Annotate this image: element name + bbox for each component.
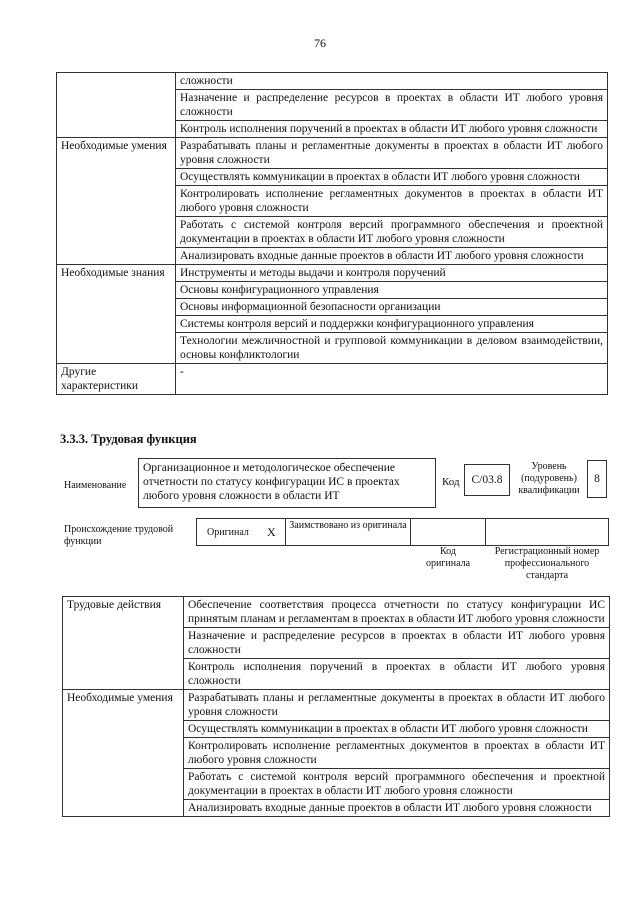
table-cell: Технологии межличностной и групповой коммуникации в деловом взаимодействии, основы конфликтологии bbox=[176, 333, 608, 364]
table-cell: Работать с системой контроля версий программного обеспечения и проектной документации в проектах в области ИТ любого уровня сложности bbox=[176, 217, 608, 248]
table-cell: Системы контроля версий и поддержки конфигурационного управления bbox=[176, 316, 608, 333]
table-cell: Контролировать исполнение регламентных документов в проектах в области ИТ любого уровня сложности bbox=[176, 186, 608, 217]
table-cell: Назначение и распределение ресурсов в проектах в области ИТ любого уровня сложности bbox=[184, 628, 610, 659]
table-cell: Назначение и распределение ресурсов в проектах в области ИТ любого уровня сложности bbox=[176, 90, 608, 121]
reg-number-cell bbox=[485, 518, 609, 546]
table-cell: - bbox=[176, 364, 608, 395]
level-label: Уровень (подуровень) квалификации bbox=[518, 461, 580, 496]
table-label-cell: Необходимые умения bbox=[63, 690, 184, 817]
table-cell: Инструменты и методы выдачи и контроля поручений bbox=[176, 265, 608, 282]
name-label: Наименование bbox=[64, 480, 127, 491]
table-label-cell: Необходимые знания bbox=[57, 265, 176, 364]
page-number: 76 bbox=[314, 36, 326, 50]
reg-number-caption: Регистрационный номер профессионального стандарта bbox=[494, 546, 600, 581]
function-name-box bbox=[138, 458, 436, 508]
code-label: Код bbox=[442, 476, 460, 488]
table-label-cell: Другие характеристики bbox=[57, 364, 176, 395]
original-mark: X bbox=[267, 525, 276, 539]
table-label-cell: Необходимые умения bbox=[57, 138, 176, 265]
table-cell: Разрабатывать планы и регламентные документы в проектах в области ИТ любого уровня сложности bbox=[184, 690, 610, 721]
original-label: Оригинал bbox=[207, 527, 249, 538]
code-original-caption: Код оригинала bbox=[425, 546, 471, 569]
table-functions bbox=[62, 596, 610, 817]
table-cell: Основы конфигурационного управления bbox=[176, 282, 608, 299]
table-cell: Работать с системой контроля версий программного обеспечения и проектной документации в проектах в области ИТ любого уровня сложности bbox=[184, 769, 610, 800]
table-cell: сложности bbox=[176, 73, 608, 90]
table-cell: Основы информационной безопасности организации bbox=[176, 299, 608, 316]
function-name: Организационное и методологическое обеспечение отчетности по статусу конфигурации ИС в проектах любого уровня сложности в области ИТ bbox=[143, 462, 400, 502]
code-box bbox=[464, 464, 510, 496]
table-cell: Осуществлять коммуникации в проектах в области ИТ любого уровня сложности bbox=[184, 721, 610, 738]
table-cell: Контроль исполнения поручений в проектах в области ИТ любого уровня сложности bbox=[176, 121, 608, 138]
code-original-cell bbox=[410, 518, 486, 546]
level-value: 8 bbox=[594, 473, 600, 485]
table-cell: Контролировать исполнение регламентных документов в проектах в области ИТ любого уровня сложности bbox=[184, 738, 610, 769]
borrowed-label: Заимствовано из оригинала bbox=[289, 520, 407, 531]
section-title: 3.3.3. Трудовая функция bbox=[60, 432, 197, 446]
original-cell bbox=[196, 518, 286, 546]
table-cell: Анализировать входные данные проектов в области ИТ любого уровня сложности bbox=[176, 248, 608, 265]
borrowed-cell bbox=[285, 518, 411, 546]
table-continuation bbox=[56, 72, 608, 395]
table-cell: Контроль исполнения поручений в проектах в области ИТ любого уровня сложности bbox=[184, 659, 610, 690]
table-cell: Осуществлять коммуникации в проектах в области ИТ любого уровня сложности bbox=[176, 169, 608, 186]
table-label-cell bbox=[57, 73, 176, 138]
table-cell: Разрабатывать планы и регламентные документы в проектах в области ИТ любого уровня сложности bbox=[176, 138, 608, 169]
table-cell: Анализировать входные данные проектов в области ИТ любого уровня сложности bbox=[184, 800, 610, 817]
code-value: С/03.8 bbox=[471, 474, 503, 486]
table-cell: Обеспечение соответствия процесса отчетности по статусу конфигурации ИС принятым планам и регламентам в проектах в области ИТ любого уровня сложности bbox=[184, 597, 610, 628]
level-box bbox=[587, 460, 607, 498]
table-label-cell: Трудовые действия bbox=[63, 597, 184, 690]
origin-label: Происхождение трудовой функции bbox=[64, 524, 174, 547]
